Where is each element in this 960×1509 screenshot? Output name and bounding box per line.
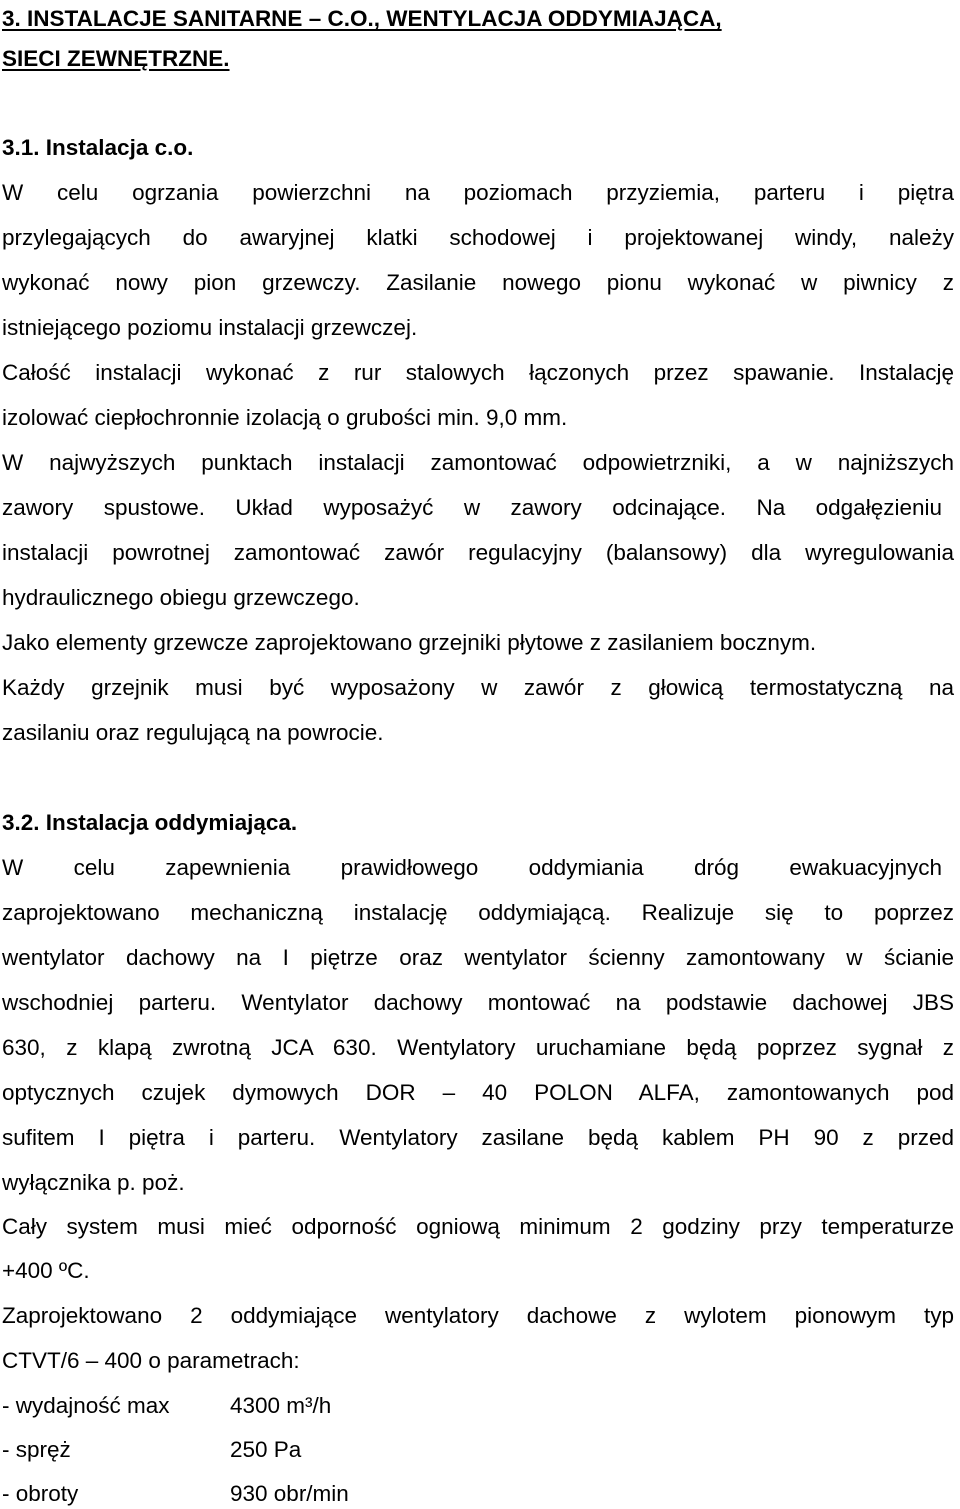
section-title-3-2: 3.2. Instalacja oddymiająca. [2, 810, 298, 835]
paragraph-line: Jako elementy grzewcze zaprojektowano grzejniki płytowe z zasilaniem bocznym. [2, 630, 817, 655]
paragraph-line: Cały system musi mieć odporność ogniową minimum 2 godziny przy temperaturze [2, 1214, 954, 1239]
param-label: - obroty [2, 1481, 79, 1506]
paragraph-line: hydraulicznego obiegu grzewczego. [2, 585, 360, 610]
section-title-3-1: 3.1. Instalacja c.o. [2, 135, 194, 160]
paragraph-line: zasilaniu oraz regulującą na powrocie. [2, 720, 384, 745]
param-value: 4300 m³/h [230, 1393, 332, 1418]
paragraph-line: 630, z klapą zwrotną JCA 630. Wentylatory uruchamiane będą poprzez sygnał z [2, 1035, 954, 1060]
paragraph-line: +400 ºC. [2, 1258, 90, 1283]
paragraph-line: W celu ogrzania powierzchni na poziomach przyziemia, parteru i piętra [2, 180, 954, 205]
paragraph-line: Całość instalacji wykonać z rur stalowych łączonych przez spawanie. Instalację [2, 360, 954, 385]
paragraph-line: przylegających do awaryjnej klatki schodowej i projektowanej windy, należy [2, 225, 954, 250]
paragraph-line: wyłącznika p. poż. [2, 1170, 185, 1195]
paragraph-line: wentylator dachowy na I piętrze oraz wentylator ścienny zamontowany w ścianie [2, 945, 954, 970]
paragraph-line: izolować ciepłochronnie izolacją o grubości min. 9,0 mm. [2, 405, 568, 430]
param-value: 930 obr/min [230, 1481, 349, 1506]
paragraph-line: Każdy grzejnik musi być wyposażony w zawór z głowicą termostatyczną na [2, 675, 954, 700]
paragraph-line: CTVT/6 – 400 o parametrach: [2, 1348, 300, 1373]
paragraph-line: instalacji powrotnej zamontować zawór regulacyjny (balansowy) dla wyregulowania [2, 540, 954, 565]
paragraph-line: sufitem I piętra i parteru. Wentylatory zasilane będą kablem PH 90 z przed [2, 1125, 954, 1150]
param-label: - wydajność max [2, 1393, 170, 1418]
param-label: - spręż [2, 1437, 71, 1462]
paragraph-line: istniejącego poziomu instalacji grzewczej. [2, 315, 418, 340]
paragraph-line: W celu zapewnienia prawidłowego oddymiania dróg ewakuacyjnych [2, 855, 942, 880]
chapter-heading-line-1: 3. INSTALACJE SANITARNE – C.O., WENTYLACJA ODDYMIAJĄCA, [2, 6, 722, 31]
chapter-heading-line-2: SIECI ZEWNĘTRZNE. [2, 46, 230, 71]
paragraph-line: wschodniej parteru. Wentylator dachowy montować na podstawie dachowej JBS [2, 990, 954, 1015]
paragraph-line: Zaprojektowano 2 oddymiające wentylatory dachowe z wylotem pionowym typ [2, 1303, 954, 1328]
paragraph-line: zaprojektowano mechaniczną instalację oddymiającą. Realizuje się to poprzez [2, 900, 954, 925]
paragraph-line: optycznych czujek dymowych DOR – 40 POLON ALFA, zamontowanych pod [2, 1080, 954, 1105]
paragraph-line: W najwyższych punktach instalacji zamontować odpowietrzniki, a w najniższych [2, 450, 954, 475]
paragraph-line: zawory spustowe. Układ wyposażyć w zawory odcinające. Na odgałęzieniu [2, 495, 942, 520]
param-value: 250 Pa [230, 1437, 302, 1462]
paragraph-line: wykonać nowy pion grzewczy. Zasilanie nowego pionu wykonać w piwnicy z [2, 270, 954, 295]
